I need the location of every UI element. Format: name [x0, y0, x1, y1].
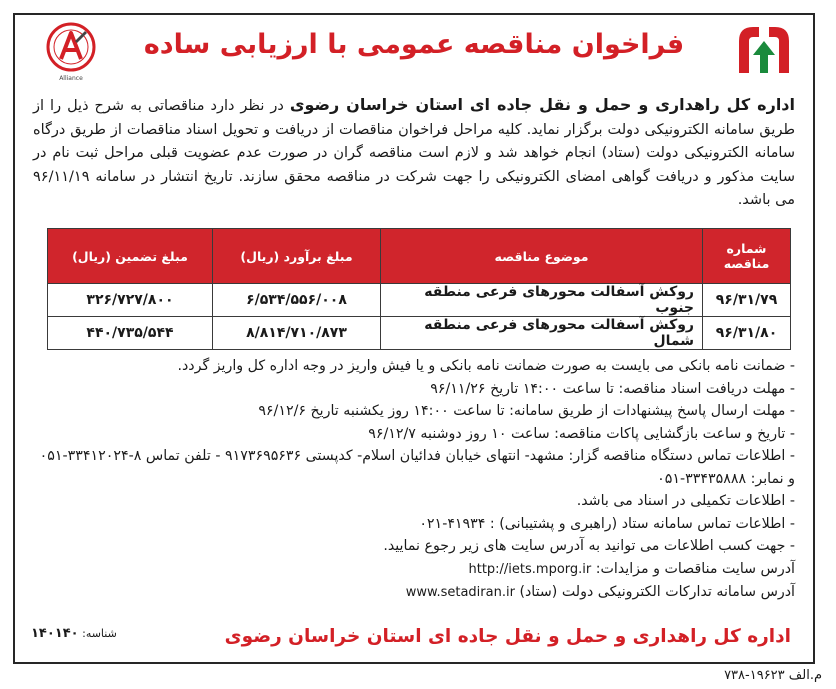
tender-subject: روکش آسفالت محورهای فرعی منطقه شمال: [381, 317, 703, 350]
tender-subject: روکش آسفالت محورهای فرعی منطقه جنوب: [381, 284, 703, 317]
signature: اداره کل راهداری و حمل و نقل جاده ای استان خراسان رضوی: [224, 626, 791, 647]
notice-id-number: ۱۴۰۱۴۰: [31, 626, 79, 641]
term-item: - اطلاعات تکمیلی در اسناد می باشد.: [576, 493, 795, 509]
tender-number: ۹۶/۳۱/۸۰: [703, 317, 791, 350]
site1-link[interactable]: http://iets.mporg.ir: [468, 561, 592, 577]
notice-id-label: شناسه:: [82, 627, 117, 640]
intro-paragraph: [33, 93, 795, 213]
header-tender-number: شماره مناقصه: [703, 229, 791, 284]
term-item: - اطلاعات تماس دستگاه مناقصه گزار: مشهد- انتهای خیابان فدائیان اسلام- کدپستی ۹۱۷۳۶۹۵۶۳۶ - تلفن تماس ۸-۳۳۴۱۲۰۲۴-۰۵۱ و نمابر: ۳۳۴۳۵۸۸۸-۰۵۱: [39, 448, 795, 487]
term-item: - جهت کسب اطلاعات می توانید به آدرس سایت های زیر رجوع نمایید.: [383, 538, 795, 554]
tender-number: ۹۶/۳۱/۷۹: [703, 284, 791, 317]
site2-label: آدرس سامانه تدارکات الکترونیکی دولت (ستاد): [519, 584, 795, 600]
term-item: - مهلت ارسال پاسخ پیشنهادات از طریق سامانه: تا ساعت ۱۴:۰۰ روز یکشنبه تاریخ ۹۶/۱۲/۶: [258, 403, 795, 419]
site1-label: آدرس سایت مناقصات و مزایدات:: [595, 560, 795, 577]
site-row-setad: [35, 581, 795, 605]
tender-guarantee: ۴۴۰/۷۳۵/۵۴۴: [48, 317, 213, 350]
intro-body: در نظر دارد مناقصاتی به شرح ذیل را از طریق سامانه الکترونیکی دولت برگزار نماید. کلیه مراحل فراخوان مناقصات از دریافت و تحویل اسناد مناقصات از طریق درگاه سامانه الکترونیکی دولت (ستاد) انجام خواهد شد و لازم است مناقصه گران در صورت عدم عضویت قبلی مراحل ثبت نام در سایت مذکور و دریافت گواهی امضای الکترونیکی را جهت شرکت در مناقصه محقق سازند. تاریخ انتشار در سامانه ۹۶/۱۱/۱۹ می باشد.: [33, 98, 795, 208]
alliance-logo-text: Alliance: [59, 75, 83, 82]
term-item: - ضمانت نامه بانکی می بایست به صورت ضمانت نامه بانکی و یا فیش واریز در وجه اداره کل واریز گردد.: [177, 358, 795, 374]
terms-list: [35, 355, 795, 605]
tender-estimate: ۶/۵۳۴/۵۵۶/۰۰۸: [213, 284, 381, 317]
term-item: - اطلاعات تماس سامانه ستاد (راهبری و پشتیبانی) : ۴۱۹۳۴-۰۲۱: [419, 515, 795, 532]
header-tender-subject: موضوع مناقصه: [381, 229, 703, 284]
tender-table: [47, 228, 791, 350]
alliance-logo-icon: [41, 19, 101, 83]
tender-notice-frame: [13, 13, 815, 664]
tender-table-header: [48, 229, 791, 284]
notice-title: فراخوان مناقصه عمومی با ارزیابی ساده: [143, 29, 685, 60]
term-item: - مهلت دریافت اسناد مناقصه: تا ساعت ۱۴:۰۰ تاریخ ۹۶/۱۱/۲۶: [430, 380, 795, 397]
site-row-tenders: [35, 558, 795, 582]
notice-id: [31, 626, 117, 641]
table-row: [48, 284, 791, 317]
term-item: - تاریخ و ساعت بازگشایی پاکات مناقصه: ساعت ۱۰ روز دوشنبه ۹۶/۱۲/۷: [368, 425, 795, 442]
header-guarantee: مبلغ تضمین (ریال): [48, 229, 213, 284]
tender-estimate: ۸/۸۱۴/۷۱۰/۸۷۳: [213, 317, 381, 350]
intro-lead: اداره کل راهداری و حمل و نقل جاده ای استان خراسان رضوی: [289, 95, 796, 114]
publication-code: م.الف ۱۹۶۲۳-۷۳۸: [724, 668, 822, 683]
tender-guarantee: ۳۲۶/۷۲۷/۸۰۰: [48, 284, 213, 317]
road-maintenance-logo-icon: [735, 23, 793, 77]
table-row: [48, 317, 791, 350]
site2-link[interactable]: www.setadiran.ir: [405, 585, 515, 600]
header-estimate: مبلغ برآورد (ریال): [213, 229, 381, 284]
notice-header: [15, 15, 813, 83]
